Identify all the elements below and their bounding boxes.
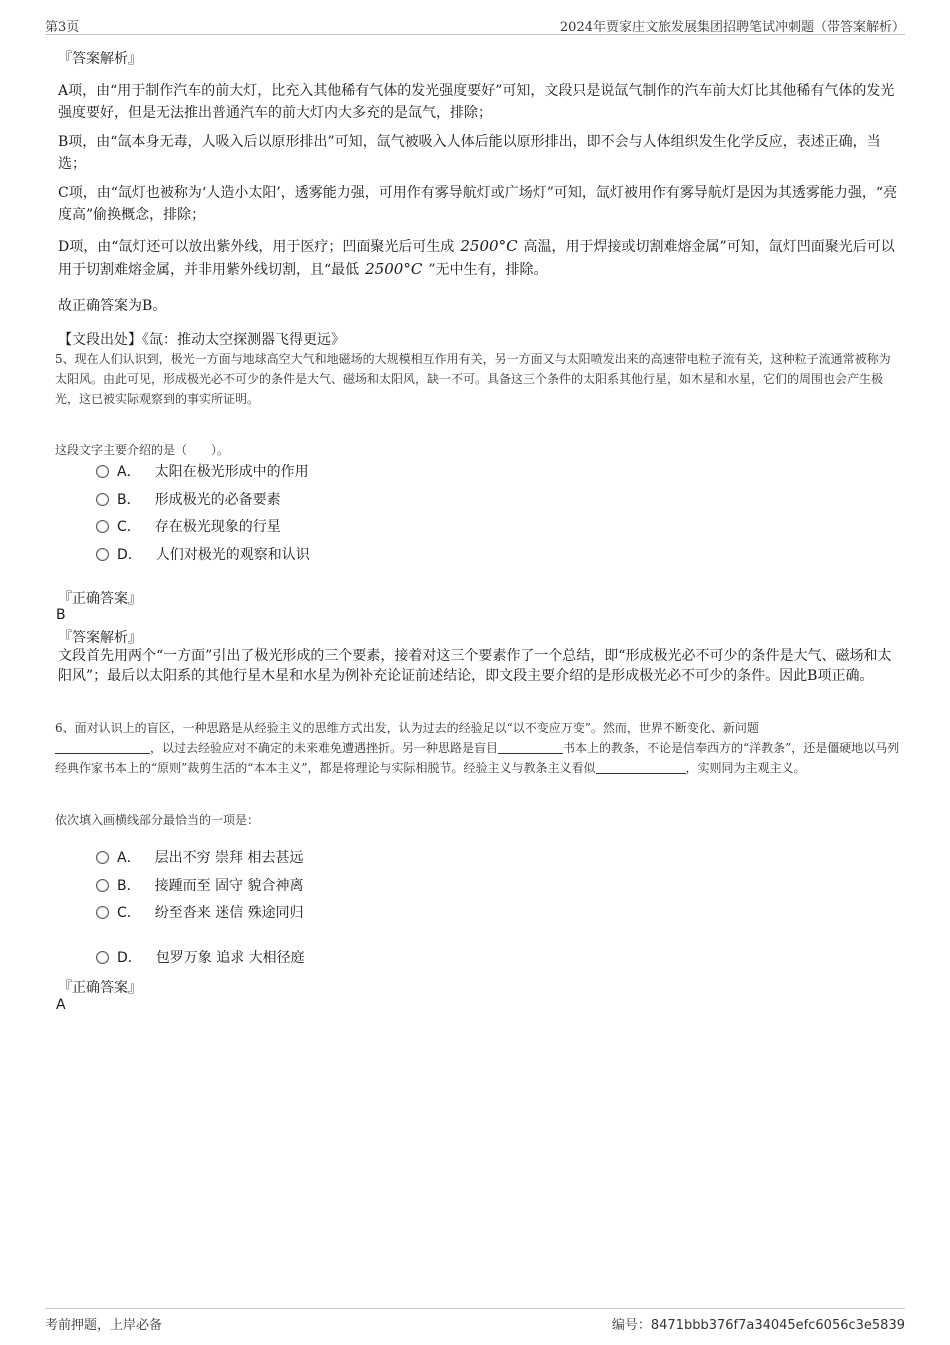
q5-answer-label: 『正确答案』 — [58, 591, 142, 607]
q5-ask: 这段文字主要介绍的是（ ）。 — [55, 443, 230, 457]
q6-answer: A — [56, 997, 66, 1013]
radio-icon[interactable] — [96, 951, 109, 964]
q6-option-a[interactable]: A． 层出不穷 崇拜 相去甚远 — [96, 847, 303, 869]
q6-answer-label: 『正确答案』 — [58, 980, 142, 996]
q6-option-c[interactable]: C． 纷至沓来 迷信 殊途同归 — [96, 902, 304, 924]
q6-ask: 依次填入画横线部分最恰当的一项是： — [55, 813, 260, 827]
radio-icon[interactable] — [96, 520, 109, 533]
source-label: 【文段出处】 — [58, 332, 142, 348]
q5-analysis: 文段首先用两个“一方面”引出了极光形成的三个要素，接着对这三个要素作了一个总结，即“形成极光必不可少的条件是大气、磁场和太阳风”；最后以太阳系的其他行星木星和水星为例补充论证前述结论，即文段主要介绍的是形成极光必不可少的条件。因此B项正确。 — [58, 648, 892, 684]
radio-icon[interactable] — [96, 879, 109, 892]
q5-option-b[interactable]: B． 形成极光的必备要素 — [96, 489, 281, 511]
q4-source — [58, 329, 898, 351]
q5-option-d[interactable]: D． 人们对极光的观察和认识 — [96, 544, 310, 566]
q6-option-d[interactable]: D． 包罗万象 追求 大相径庭 — [96, 947, 305, 969]
q5-stem: 5、现在人们认识到，极光一方面与地球高空大气和地磁场的大规模相互作用有关，另一方面又与太阳喷发出来的高速带电粒子流有关，这种粒子流通常被称为太阳风。由此可见，形成极光必不可少的条件是大气、磁场和太阳风，缺一不可。具备这三个条件的太阳系其他行星，如木星和水星，它们的周围也会产生极光，这已被实际观察到的事实所证明。 — [55, 352, 891, 406]
document-title: 2024年贾家庄文旅发展集团招聘笔试冲刺题（带答案解析） — [559, 20, 905, 35]
radio-icon[interactable] — [96, 851, 109, 864]
q6-option-b[interactable]: B． 接踵而至 固守 貌合神离 — [96, 875, 304, 897]
page-number: 第3页 — [45, 20, 80, 35]
q5-option-c[interactable]: C． 存在极光现象的行星 — [96, 516, 281, 538]
page-header — [45, 14, 905, 35]
q4-analysis-label: 『答案解析』 — [58, 51, 142, 67]
q4-item-d: D项，由“氙灯还可以放出紫外线，用于医疗；凹面聚光后可生成 2500°C 高温，用于焊接或切割难熔金属”可知，氙灯凹面聚光后可以用于切割难熔金属，并非用紫外线切割，且“最低 2500°C ”无中生有，排除。 — [58, 237, 895, 278]
q5-analysis-label: 『答案解析』 — [58, 630, 142, 646]
radio-icon[interactable] — [96, 465, 109, 478]
radio-icon[interactable] — [96, 548, 109, 561]
document-code: 编号：8471bbb376f7a34045efc6056c3e5839 — [611, 1318, 905, 1333]
q4-item-a: A项，由“用于制作汽车的前大灯，比充入其他稀有气体的发光强度要好”可知，文段只是说氙气制作的汽车前大灯比其他稀有气体的发光强度要好，但是无法推出普通汽车的前大灯内大多充的是氙气，排除； — [58, 83, 895, 121]
q5-answer: B — [56, 607, 66, 623]
radio-icon[interactable] — [96, 906, 109, 919]
q4-item-c: C项，由“氙灯也被称为‘人造小太阳’，透雾能力强，可用作有雾导航灯或广场灯”可知，氙灯被用作有雾导航灯是因为其透雾能力强，“亮度高”偷换概念，排除； — [58, 185, 898, 223]
temperature-value: 2500°C — [365, 260, 423, 278]
source-text: 《氙：推动太空探测器飞得更远》 — [142, 332, 345, 348]
footer-slogan: 考前押题，上岸必备 — [45, 1318, 163, 1333]
q5-option-a[interactable]: A． 太阳在极光形成中的作用 — [96, 461, 309, 483]
page-footer — [45, 1308, 905, 1339]
q6-stem: 6、面对认识上的盲区，一种思路是从经验主义的思维方式出发，认为过去的经验足以“以不变应万变”。然而，世界不断变化、新问题 ，以过去经验应对不确定的未来难免遭遇挫折。另一种思路是盲目 书本上的教条，不论是信奉西方的“洋教条”，还是僵硬地以马列经典作家书本上的“原则”裁剪生活的“本本主义”，都是将理论与实际相脱节。经验主义与教条主义看似 ，实则同为主观主义。 — [55, 721, 900, 775]
q4-item-b: B项，由“氙本身无毒，人吸入后以原形排出”可知，氙气被吸入人体后能以原形排出，即不会与人体组织发生化学反应，表述正确，当选； — [58, 134, 881, 172]
blank-3 — [596, 761, 686, 774]
blank-1 — [55, 741, 150, 754]
q4-conclusion: 故正确答案为B。 — [58, 298, 167, 314]
temperature-value: 2500°C — [460, 237, 518, 255]
radio-icon[interactable] — [96, 493, 109, 506]
blank-2 — [498, 741, 563, 754]
